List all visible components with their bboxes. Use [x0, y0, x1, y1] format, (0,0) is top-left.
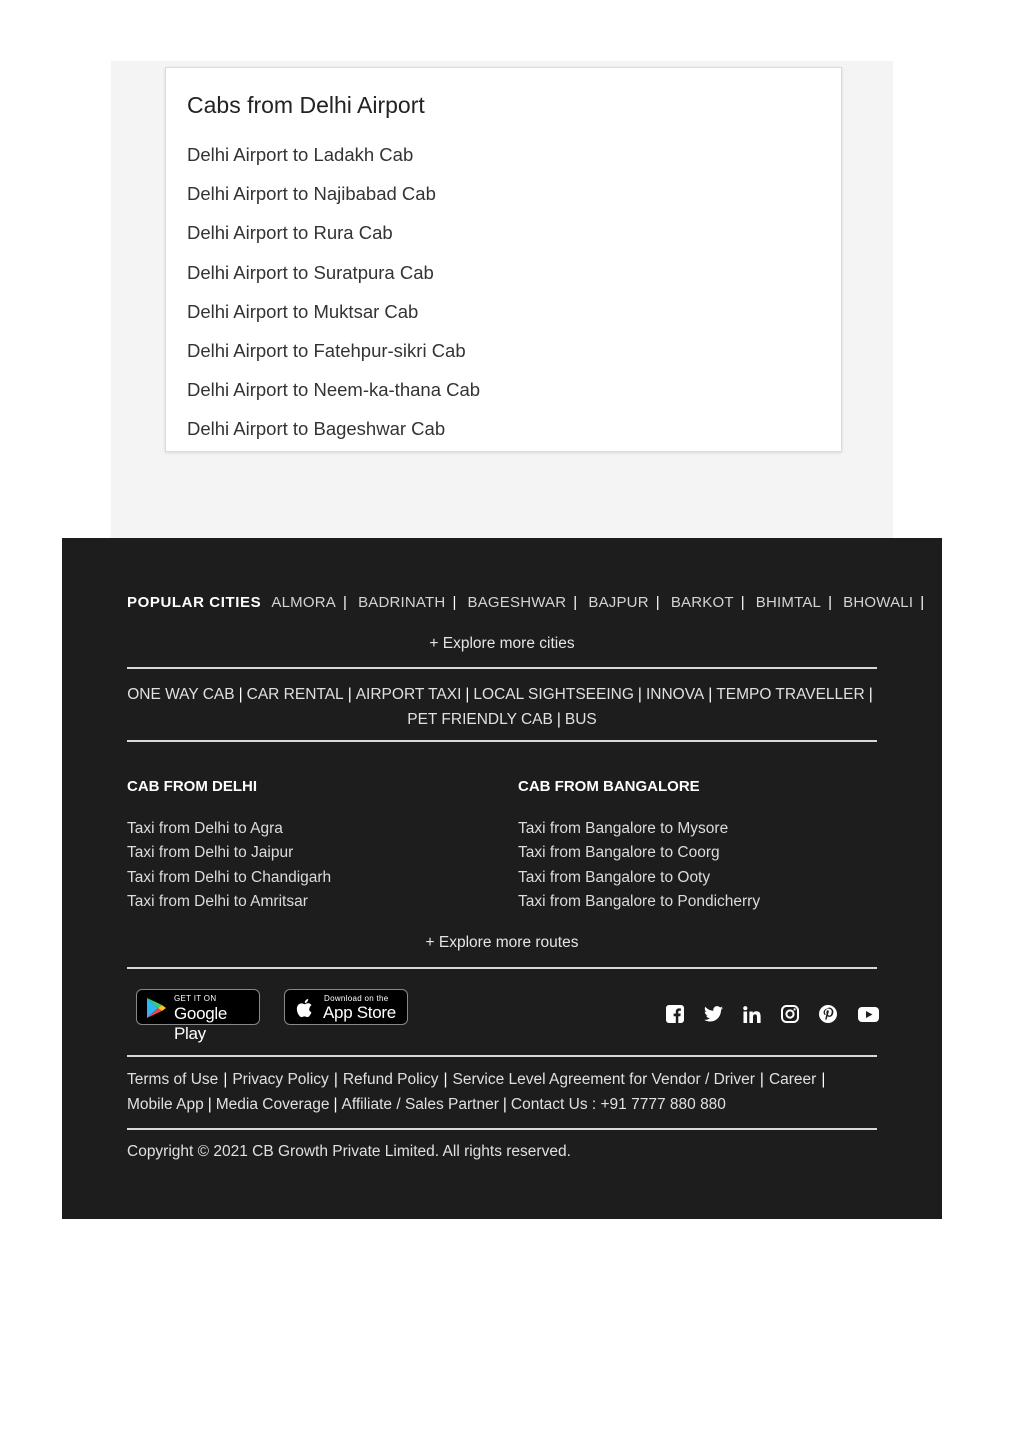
service-link[interactable]: CAR RENTAL: [246, 686, 344, 703]
route-list: [127, 817, 457, 914]
separator: |: [342, 594, 347, 611]
contact-link[interactable]: Contact Us : +91 7777 880 880: [510, 1095, 726, 1113]
youtube-icon[interactable]: [857, 1004, 879, 1024]
route-link[interactable]: Taxi from Delhi to Chandigarh: [127, 868, 332, 886]
route-link[interactable]: Taxi from Bangalore to Ooty: [518, 868, 711, 886]
terms-link[interactable]: Terms of Use: [127, 1071, 219, 1088]
separator: |: [556, 711, 561, 728]
privacy-link[interactable]: Privacy Policy: [232, 1071, 329, 1088]
separator: |: [637, 686, 642, 703]
cab-from-bangalore-column: [518, 778, 848, 914]
separator: |: [821, 1071, 826, 1088]
google-play-small-text: GET IT ON: [174, 994, 217, 1003]
route-link[interactable]: Taxi from Delhi to Jaipur: [127, 844, 294, 862]
separator: |: [655, 594, 660, 611]
service-link[interactable]: AIRPORT TAXI: [355, 686, 462, 703]
route-link[interactable]: Delhi Airport to Najibabad Cab: [187, 183, 436, 205]
cab-from-delhi-column: [127, 778, 457, 914]
refund-link[interactable]: Refund Policy: [342, 1071, 439, 1088]
affiliate-link[interactable]: Affiliate / Sales Partner: [341, 1095, 499, 1113]
service-link[interactable]: LOCAL SIGHTSEEING: [473, 686, 634, 703]
service-link[interactable]: ONE WAY CAB: [127, 686, 235, 703]
route-link[interactable]: Taxi from Delhi to Amritsar: [127, 892, 308, 910]
city-link[interactable]: BHOWALI: [843, 594, 914, 611]
google-play-big-text: Google Play: [174, 1004, 228, 1043]
city-link[interactable]: BHIMTAL: [755, 594, 822, 611]
divider: [127, 667, 877, 669]
city-link[interactable]: BADRINATH: [358, 594, 446, 611]
divider: [127, 967, 877, 969]
separator: |: [573, 594, 578, 611]
explore-cities-link[interactable]: + Explore more cities: [429, 635, 575, 652]
separator: |: [868, 686, 873, 703]
mobile-app-link[interactable]: Mobile App: [127, 1095, 204, 1113]
divider: [127, 740, 877, 742]
route-link[interactable]: Delhi Airport to Bageshwar Cab: [187, 418, 446, 440]
separator: |: [502, 1095, 507, 1113]
career-link[interactable]: Career: [768, 1071, 817, 1088]
divider: [127, 1055, 877, 1057]
city-link[interactable]: ALMORA: [271, 594, 336, 611]
separator: |: [465, 686, 470, 703]
separator: |: [333, 1071, 338, 1088]
popular-cities-row: [127, 594, 925, 611]
service-link[interactable]: BUS: [564, 711, 597, 728]
route-link[interactable]: Taxi from Delhi to Agra: [127, 820, 283, 837]
sla-link[interactable]: Service Level Agreement for Vendor / Driver: [452, 1071, 755, 1088]
separator: |: [452, 594, 457, 611]
explore-routes-link[interactable]: + Explore more routes: [425, 934, 579, 951]
app-store-button[interactable]: [284, 989, 408, 1025]
separator: |: [708, 686, 713, 703]
apple-icon: [295, 996, 315, 1020]
city-link[interactable]: BAJPUR: [588, 594, 649, 611]
airport-route-list[interactable]: [187, 140, 817, 440]
site-footer: [62, 538, 942, 1219]
media-coverage-link[interactable]: Media Coverage: [215, 1095, 330, 1113]
service-link[interactable]: INNOVA: [645, 686, 705, 703]
column-heading: CAB FROM DELHI: [127, 778, 257, 795]
service-link[interactable]: TEMPO TRAVELLER: [716, 686, 865, 703]
google-play-icon: [145, 997, 167, 1019]
route-link[interactable]: Taxi from Bangalore to Coorg: [518, 844, 720, 862]
separator: |: [920, 594, 925, 611]
app-store-small-text: Download on the: [324, 994, 389, 1003]
separator: |: [347, 686, 352, 703]
route-list: [518, 817, 848, 914]
airport-cabs-card: [165, 67, 842, 452]
separator: |: [443, 1071, 448, 1088]
separator: |: [223, 1071, 228, 1088]
separator: |: [828, 594, 832, 611]
city-link[interactable]: BARKOT: [670, 594, 734, 611]
instagram-icon[interactable]: [780, 1004, 800, 1024]
linkedin-icon[interactable]: [742, 1004, 762, 1024]
separator: |: [759, 1071, 764, 1088]
separator: |: [238, 686, 243, 703]
route-link[interactable]: Delhi Airport to Muktsar Cab: [187, 300, 419, 322]
city-link[interactable]: BAGESHWAR: [467, 594, 567, 611]
column-heading: CAB FROM BANGALORE: [518, 778, 700, 795]
route-link[interactable]: Delhi Airport to Ladakh Cab: [187, 144, 414, 165]
route-link[interactable]: Taxi from Bangalore to Pondicherry: [518, 892, 761, 910]
legal-links: [127, 1068, 877, 1117]
google-play-button[interactable]: [136, 989, 260, 1043]
route-link[interactable]: Delhi Airport to Neem-ka-thana Cab: [187, 379, 481, 401]
card-title: Cabs from Delhi Airport: [187, 92, 425, 118]
route-link[interactable]: Delhi Airport to Rura Cab: [187, 222, 393, 244]
service-link[interactable]: PET FRIENDLY CAB: [407, 711, 553, 728]
twitter-icon[interactable]: [703, 1004, 723, 1024]
route-link[interactable]: Delhi Airport to Suratpura Cab: [187, 261, 434, 283]
facebook-icon[interactable]: [665, 1004, 685, 1024]
divider: [127, 1128, 877, 1130]
separator: |: [207, 1095, 212, 1113]
services-links: [127, 682, 877, 732]
route-link[interactable]: Taxi from Bangalore to Mysore: [518, 820, 729, 837]
separator: |: [333, 1095, 338, 1113]
route-link[interactable]: Delhi Airport to Fatehpur-sikri Cab: [187, 339, 466, 361]
copyright-text: Copyright © 2021 CB Growth Private Limited. All rights reserved.: [127, 1143, 571, 1160]
popular-cities-label: POPULAR CITIES: [127, 594, 262, 611]
pinterest-icon[interactable]: [818, 1004, 838, 1024]
separator: |: [740, 594, 745, 611]
app-store-big-text: App Store: [323, 1003, 396, 1022]
